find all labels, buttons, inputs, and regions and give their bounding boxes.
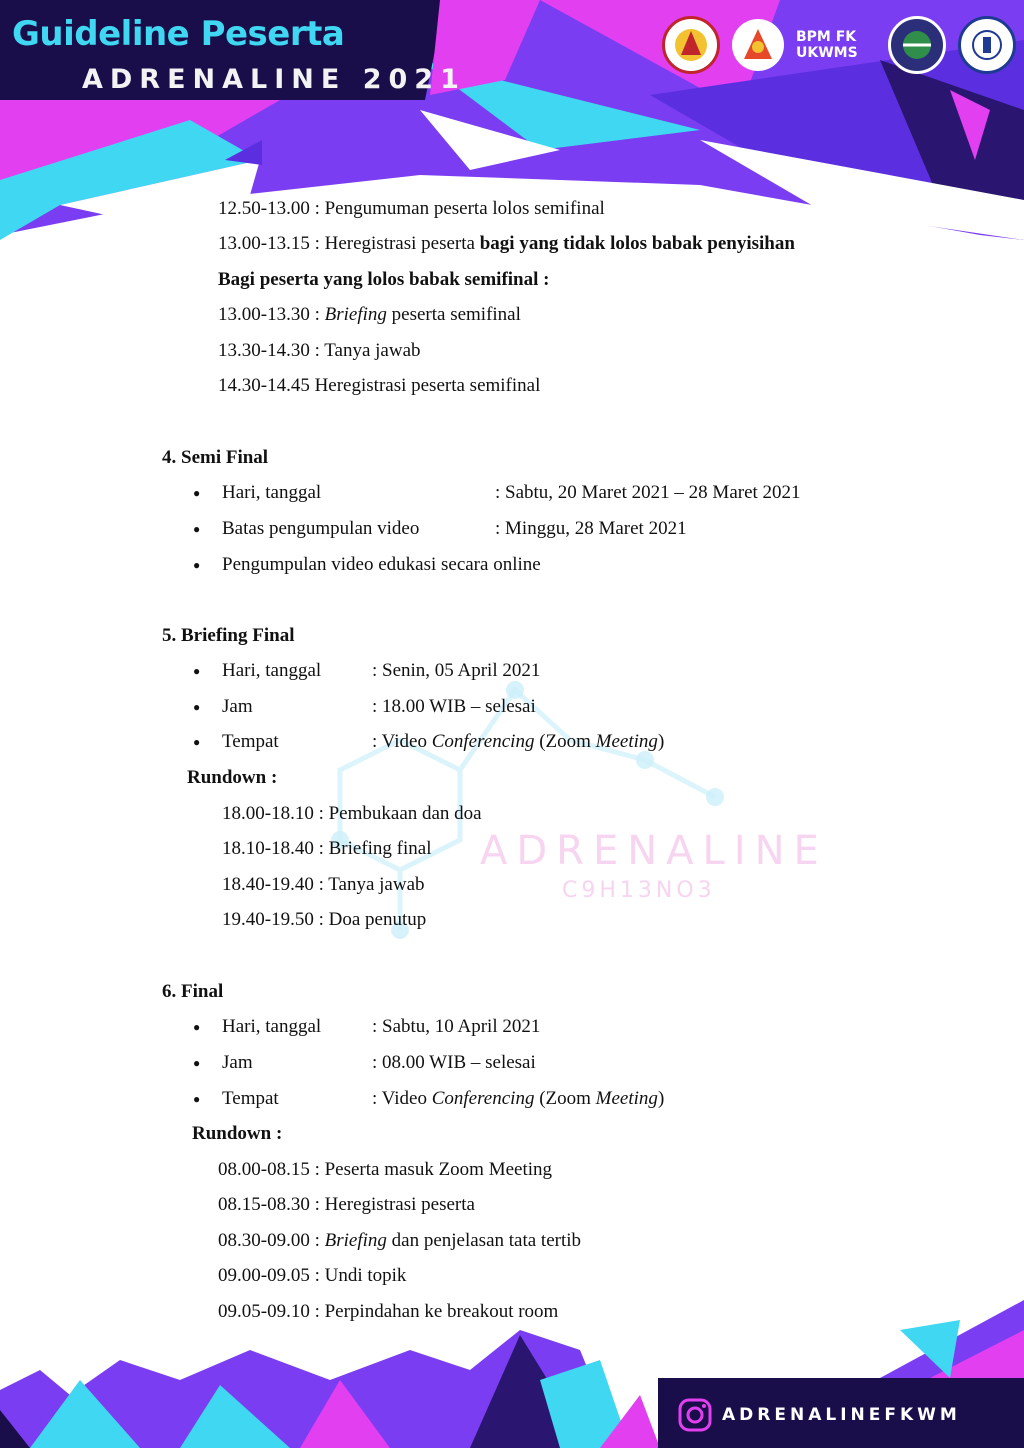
schedule-line-text: 13.00-13.30 :: [218, 304, 325, 325]
watermark-text: ADRENALINE: [480, 828, 828, 874]
detail-value-italic: Conferencing: [431, 731, 535, 752]
bullet-icon: ●: [193, 1056, 201, 1070]
schedule-line: [218, 303, 521, 327]
schedule-line-emphasis: bagi yang tidak lolos babak penyisihan: [479, 233, 795, 254]
detail-label: Tempat: [222, 731, 279, 752]
rundown-item: [218, 1229, 581, 1253]
detail-value: : Sabtu, 10 April 2021: [372, 1016, 541, 1037]
schedule-line-italic: Briefing: [324, 304, 387, 325]
detail-label: Pengumpulan video edukasi secara online: [222, 554, 541, 575]
detail-value-italic: Meeting: [595, 731, 658, 752]
schedule-line-text: peserta semifinal: [386, 304, 521, 325]
bullet-icon: ●: [193, 558, 201, 572]
instagram-handle[interactable]: ADRENALINEFKWM: [722, 1405, 961, 1425]
detail-label: Jam: [222, 1052, 253, 1073]
bullet-icon: ●: [193, 735, 201, 749]
subsection-heading: Bagi peserta yang lolos babak semifinal :: [218, 269, 550, 290]
detail-label: Hari, tanggal: [222, 482, 322, 503]
event-subtitle: ADRENALINE 2021: [82, 64, 466, 95]
bullet-icon: ●: [193, 700, 201, 714]
detail-value: : Senin, 05 April 2021: [372, 660, 541, 681]
rundown-item-italic: Briefing: [324, 1230, 387, 1251]
bullet-icon: ●: [193, 1092, 201, 1106]
schedule-line-text: 13.00-13.15 : Heregistrasi peserta: [218, 233, 480, 254]
detail-label: Tempat: [222, 1088, 279, 1109]
detail-value: : 08.00 WIB – selesai: [372, 1052, 536, 1073]
rundown-item: 09.05-09.10 : Perpindahan ke breakout room: [218, 1301, 559, 1322]
detail-value-italic: Conferencing: [431, 1088, 535, 1109]
instagram-icon[interactable]: [678, 1398, 712, 1432]
bpm-logo-text: BPM FK UKWMS: [796, 29, 858, 61]
section-heading-semi-final: 4. Semi Final: [162, 447, 269, 468]
logo-ukwms-icon: [958, 16, 1016, 74]
rundown-item: 08.15-08.30 : Heregistrasi peserta: [218, 1194, 475, 1215]
rundown-item-text: 08.30-09.00 :: [218, 1230, 325, 1251]
schedule-line: [218, 232, 795, 256]
logo-fkwm-icon: [662, 16, 720, 74]
logo-ismkiwm-icon: [888, 16, 946, 74]
detail-value: : 18.00 WIB – selesai: [372, 696, 536, 717]
rundown-item: 09.00-09.05 : Undi topik: [218, 1265, 407, 1286]
detail-value: [372, 730, 664, 754]
detail-value: : Minggu, 28 Maret 2021: [495, 518, 687, 539]
detail-label: Hari, tanggal: [222, 1016, 322, 1037]
bullet-icon: ●: [193, 664, 201, 678]
detail-label: Jam: [222, 696, 253, 717]
schedule-line: 13.30-14.30 : Tanya jawab: [218, 340, 421, 361]
detail-value-text: : Video: [372, 1088, 432, 1109]
rundown-item: 19.40-19.50 : Doa penutup: [222, 909, 427, 930]
rundown-item-text: dan penjelasan tata tertib: [386, 1230, 582, 1251]
rundown-item: 08.00-08.15 : Peserta masuk Zoom Meeting: [218, 1159, 553, 1180]
page-title: Guideline Peserta: [12, 14, 345, 54]
schedule-line: 14.30-14.45 Heregistrasi peserta semifinal: [218, 375, 541, 396]
schedule-line: 12.50-13.00 : Pengumuman peserta lolos semifinal: [218, 198, 605, 219]
detail-value-text: (Zoom: [534, 1088, 596, 1109]
logo-kemenkes-icon: [732, 19, 784, 71]
detail-value-text: : Video: [372, 731, 432, 752]
sponsor-logos: [662, 16, 1016, 74]
watermark-formula: C9H13NO3: [562, 878, 716, 903]
logo-bpm-icon: [796, 19, 876, 71]
detail-value: : Sabtu, 20 Maret 2021 – 28 Maret 2021: [495, 482, 801, 503]
rundown-item: 18.40-19.40 : Tanya jawab: [222, 874, 425, 895]
section-heading-briefing-final: 5. Briefing Final: [162, 625, 295, 646]
detail-label: Batas pengumpulan video: [222, 518, 420, 539]
detail-label: Hari, tanggal: [222, 660, 322, 681]
section-heading-final: 6. Final: [162, 981, 224, 1002]
detail-value-italic: Meeting: [595, 1088, 658, 1109]
detail-value-text: ): [657, 731, 665, 752]
detail-value-text: ): [657, 1088, 665, 1109]
detail-value-text: (Zoom: [534, 731, 596, 752]
rundown-item: 18.10-18.40 : Briefing final: [222, 838, 432, 859]
detail-value: [372, 1087, 664, 1111]
bullet-icon: ●: [193, 522, 201, 536]
rundown-item: 18.00-18.10 : Pembukaan dan doa: [222, 803, 482, 824]
bullet-icon: ●: [193, 486, 201, 500]
rundown-heading: Rundown :: [192, 1123, 283, 1144]
rundown-heading: Rundown :: [187, 767, 278, 788]
bullet-icon: ●: [193, 1020, 201, 1034]
